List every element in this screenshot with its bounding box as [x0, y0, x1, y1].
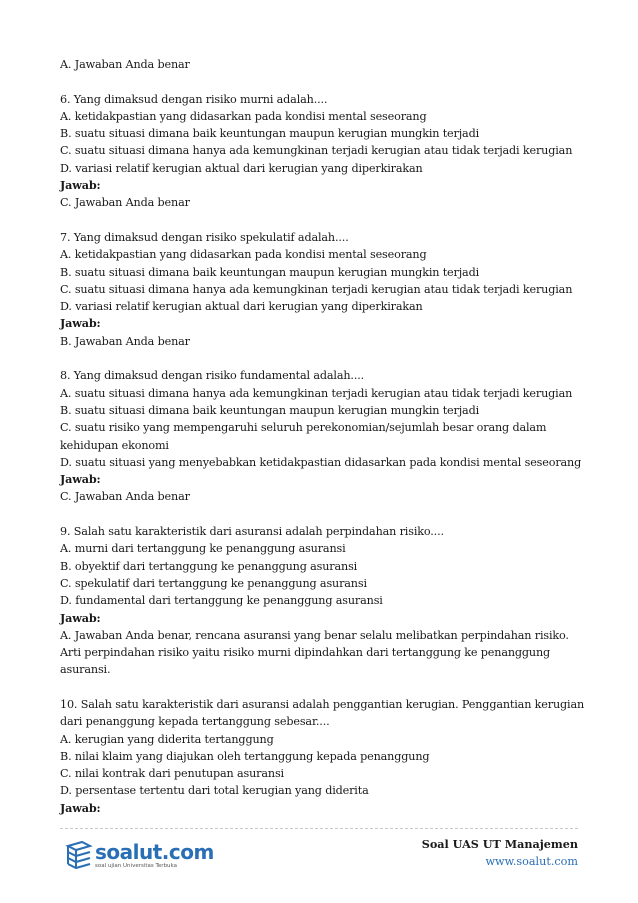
- soalut-logo[interactable]: [64, 838, 214, 874]
- text-line: A. ketidakpastian yang didasarkan pada kondisi mental seseorang: [60, 109, 427, 123]
- text-line: A. Jawaban Anda benar: [60, 58, 190, 71]
- text-line: C. nilai kontrak dari penutupan asuransi: [60, 767, 284, 781]
- book-stack-icon: [64, 838, 94, 872]
- text-line: B. obyektif dari tertanggung ke penanggung asuransi: [60, 559, 358, 573]
- text-line: B. suatu situasi dimana baik keuntungan maupun kerugian mungkin terjadi: [60, 265, 480, 279]
- text-line: C. Jawaban Anda benar: [60, 196, 190, 210]
- text-line: 7. Yang dimaksud dengan risiko spekulatif adalah....: [60, 230, 349, 244]
- paragraph-gap: [60, 73, 600, 90]
- text-line: B. suatu situasi dimana baik keuntungan maupun kerugian mungkin terjadi: [60, 403, 480, 417]
- text-line: A. murni dari tertanggung ke penanggung asuransi: [60, 542, 346, 556]
- text-line: A. suatu situasi dimana hanya ada kemungkinan terjadi kerugian atau tidak terjadi kerugian: [60, 386, 573, 400]
- text-line: C. spekulatif dari tertanggung ke penanggung asuransi: [60, 576, 367, 590]
- text-line: C. Jawaban Anda benar: [60, 490, 190, 504]
- answer-label: Jawab:: [60, 178, 101, 193]
- answer-label: Jawab:: [60, 610, 101, 625]
- logo-tagline: soal ujian Universitas Terbuka: [95, 863, 178, 869]
- text-line: A. Jawaban Anda benar, rencana asuransi yang benar selalu melibatkan perpindahan risiko.: [60, 628, 569, 642]
- answer-label: Jawab:: [60, 316, 101, 331]
- text-line: D. variasi relatif kerugian aktual dari kerugian yang diperkirakan: [60, 161, 423, 175]
- paragraph-gap: [60, 506, 600, 523]
- text-line: D. persentase tertentu dari total kerugian yang diderita: [60, 784, 369, 798]
- text-line: D. fundamental dari tertanggung ke penanggung asuransi: [60, 594, 383, 608]
- footer-divider: [60, 828, 578, 829]
- logo-wordmark: soalut.com: [95, 840, 214, 864]
- text-line: D. suatu situasi yang menyebabkan ketidakpastian didasarkan pada kondisi mental seseorang: [60, 455, 582, 469]
- paragraph-gap: [60, 212, 600, 229]
- text-line: D. variasi relatif kerugian aktual dari kerugian yang diperkirakan: [60, 300, 423, 314]
- text-line: 9. Salah satu karakteristik dari asuransi adalah perpindahan risiko....: [60, 525, 444, 539]
- text-line: dari penanggung kepada tertanggung sebesar....: [60, 715, 330, 729]
- answer-label: Jawab:: [60, 800, 101, 815]
- text-line: C. suatu situasi dimana hanya ada kemungkinan terjadi kerugian atau tidak terjadi kerugian: [60, 282, 573, 296]
- footer-info: [422, 836, 578, 870]
- text-line: A. kerugian yang diderita tertanggung: [60, 732, 274, 746]
- paragraph-gap: [60, 350, 600, 367]
- text-line: kehidupan ekonomi: [60, 438, 169, 452]
- text-line: 10. Salah satu karakteristik dari asuransi adalah penggantian kerugian. Penggantian kerugian: [60, 697, 585, 711]
- text-line: B. Jawaban Anda benar: [60, 334, 190, 348]
- text-line: B. suatu situasi dimana baik keuntungan maupun kerugian mungkin terjadi: [60, 127, 480, 141]
- paragraph-gap: [60, 679, 600, 696]
- footer-title: Soal UAS UT Manajemen: [421, 837, 578, 851]
- text-line: asuransi.: [60, 663, 111, 677]
- text-line: A. ketidakpastian yang didasarkan pada kondisi mental seseorang: [60, 248, 427, 262]
- text-line: C. suatu situasi dimana hanya ada kemungkinan terjadi kerugian atau tidak terjadi kerugian: [60, 144, 573, 158]
- text-line: 6. Yang dimaksud dengan risiko murni adalah....: [60, 92, 328, 106]
- text-line: B. nilai klaim yang diajukan oleh tertanggung kepada penanggung: [60, 749, 430, 763]
- text-line: 8. Yang dimaksud dengan risiko fundamental adalah....: [60, 369, 365, 383]
- document-body: [60, 56, 600, 817]
- text-line: Arti perpindahan risiko yaitu risiko murni dipindahkan dari tertanggung ke penanggung: [60, 646, 551, 660]
- text-line: C. suatu risiko yang mempengaruhi seluruh perekonomian/sejumlah besar orang dalam: [60, 421, 547, 435]
- footer-url-link[interactable]: www.soalut.com: [485, 855, 578, 868]
- answer-label: Jawab:: [60, 472, 101, 487]
